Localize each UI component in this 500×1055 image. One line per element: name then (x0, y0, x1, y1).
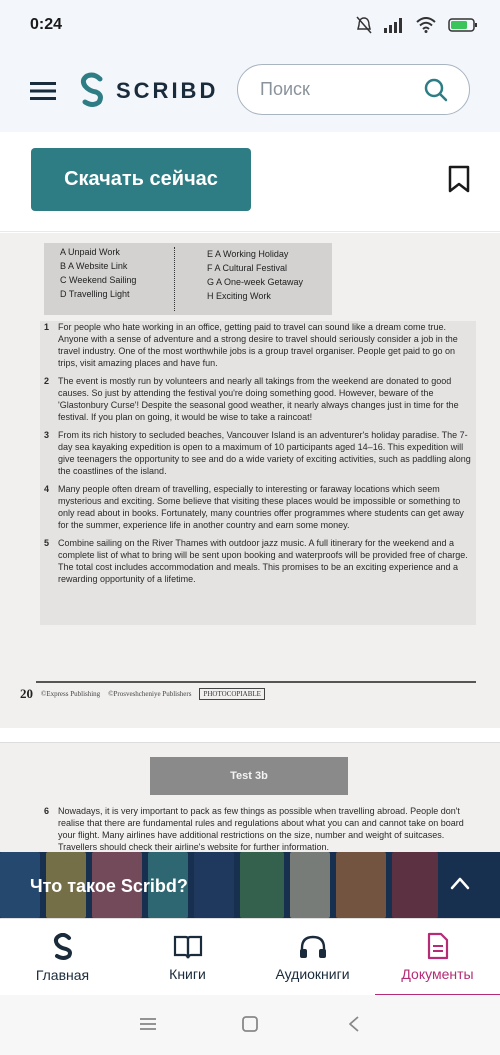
nav-label: Аудиокниги (275, 965, 350, 982)
search-input[interactable] (237, 64, 470, 115)
book-icon (173, 934, 203, 960)
scribd-logo-icon[interactable] (78, 72, 106, 108)
paragraphs (44, 805, 476, 859)
chevron-up-icon[interactable] (450, 876, 470, 890)
scribd-logo-icon (52, 933, 74, 961)
status-time: 0:24 (30, 16, 63, 33)
heading-option: F A Cultural Festival (207, 263, 288, 273)
headings-box (44, 243, 332, 315)
paragraph-text: For people who hate working in an office, getting paid to travel can sound like a dream come true. Anyone with a sense of adventure and a strong desire to travel should seriously consider a job in the travel industry. One of the most worthwhile jobs is a group travel organiser. People get paid to go on trips, visit amazing places and have fun. (58, 322, 458, 368)
bottom-nav (0, 918, 500, 995)
headings-right (207, 247, 303, 303)
footer-rule (36, 681, 476, 683)
paragraph-text: Combine sailing on the River Thames with outdoor jazz music. A full itinerary for the weekend and a complete list of what to bring will be sent upon booking and waterproofs will be provided free of charge. The total cost includes accommodation and meals. This promises to be an exciting experience and a rewarding opportunity of a lifetime. (58, 538, 468, 584)
logo-text[interactable]: SCRIBD (116, 78, 219, 103)
paragraph (44, 537, 476, 585)
status-icons (356, 16, 478, 34)
paragraph-text: Nowadays, it is very important to pack as few things as possible when travelling abroad. People don't realise that there are fundamental rules and regulations about what you can and cannot take on board your flight. Many airlines have additional restrictions on the size, number and weight of suitcases. Travellers should check their airline's website for further information. (58, 806, 464, 852)
menu-icon[interactable] (30, 81, 56, 101)
photocopiable-label: PHOTOCOPIABLE (199, 688, 264, 700)
battery-icon (448, 17, 478, 33)
paragraph (44, 321, 476, 369)
search-placeholder: Поиск (260, 79, 310, 99)
paragraph-number: 1 (44, 322, 50, 332)
app-header (0, 52, 500, 132)
wifi-icon (416, 17, 436, 33)
mute-icon (356, 16, 372, 34)
document-icon (426, 932, 450, 960)
heading-option: E A Working Holiday (207, 249, 289, 259)
system-nav-bar (0, 995, 500, 1055)
signal-icon (384, 17, 404, 33)
promo-text: Что такое Scribd? (30, 876, 188, 896)
nav-label: Книги (169, 965, 206, 982)
document-page (0, 233, 500, 728)
nav-label: Документы (401, 965, 474, 982)
headphones-icon (298, 934, 328, 960)
heading-option: A Unpaid Work (60, 247, 120, 257)
search-icon[interactable] (424, 78, 448, 102)
download-area (0, 132, 500, 232)
publisher-credit: ©Prosveshcheniye Publishers (108, 690, 192, 698)
paragraph-text: The event is mostly run by volunteers and nearly all takings from the weekend are donated to good causes. So just by attending the festival you're doing something good. However, beware of the 'Glastonbury Curse'! Despite the seasonal good weather, it nearly always changes just in time for the festival. If you plan on going, it would be wise to take a raincoat! (58, 376, 459, 422)
heading-option: C Weekend Sailing (60, 275, 137, 285)
heading-option: D Travelling Light (60, 289, 130, 299)
paragraph-text: Many people often dream of travelling, especially to interesting or faraway locations which seem mysterious and exciting. Some believe that visiting these places would be impossible or something to only read about in books. Fortunately, many countries offer programmes where students can get away for the summer, experience life in another country and earn some money. (58, 484, 464, 530)
nav-audiobooks[interactable] (250, 919, 375, 996)
recent-apps-icon[interactable] (140, 1017, 156, 1031)
document-page (0, 742, 500, 852)
nav-books[interactable] (125, 919, 250, 996)
heading-option: H Exciting Work (207, 291, 271, 301)
divider (174, 247, 175, 311)
page-footer (20, 686, 265, 702)
page-number: 20 (20, 686, 33, 701)
status-bar (0, 0, 500, 52)
download-now-button[interactable]: Скачать сейчас (31, 148, 251, 211)
promo-banner[interactable] (0, 852, 500, 918)
paragraph (44, 429, 476, 477)
paragraph (44, 375, 476, 423)
heading-option: G A One-week Getaway (207, 277, 304, 287)
test-banner: Test 3b (150, 757, 348, 795)
paragraph (44, 483, 476, 531)
paragraph-number: 4 (44, 484, 50, 494)
home-icon[interactable] (242, 1016, 258, 1032)
paragraph (44, 805, 476, 853)
paragraph-number: 6 (44, 806, 50, 816)
nav-label: Главная (35, 966, 90, 983)
paragraph-number: 5 (44, 538, 50, 548)
bookmark-icon[interactable] (448, 165, 470, 193)
nav-home[interactable] (0, 919, 125, 996)
back-icon[interactable] (348, 1016, 360, 1032)
headings-left (60, 245, 136, 301)
paragraphs (44, 321, 476, 591)
heading-option: B A Website Link (60, 261, 128, 271)
paragraph-text: From its rich history to secluded beaches, Vancouver Island is an adventurer's holiday paradise. The 7-day sea kayaking expedition is open to a maximum of 10 participants aged 14–16. This expedition will give teenagers the opportunity to see and do a wide variety of exciting activities, such as paddling along the coastlines of the island. (58, 430, 471, 476)
publisher-credit: ©Express Publishing (41, 690, 101, 698)
paragraph-number: 3 (44, 430, 50, 440)
nav-documents[interactable] (375, 919, 500, 996)
paragraph-number: 2 (44, 376, 50, 386)
